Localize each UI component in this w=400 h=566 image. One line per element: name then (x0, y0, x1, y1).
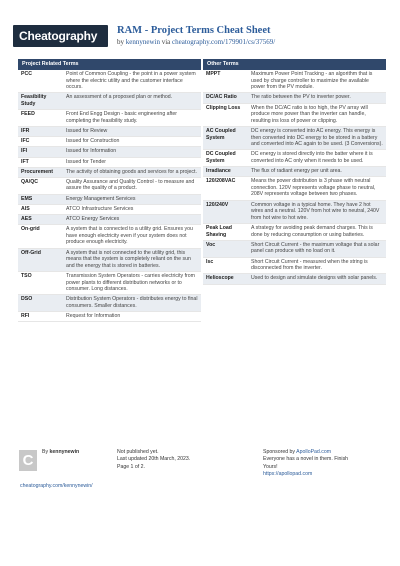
definition-cell: Used to design and simulate designs with solar panels. (248, 274, 386, 284)
footer-publish-info (117, 449, 190, 471)
sponsor-tagline-1: Everyone has a novel in them. Finish (263, 456, 349, 463)
table-row (18, 312, 201, 322)
table-row (18, 295, 201, 312)
project-terms-header: Project Related Terms (18, 59, 201, 70)
term-cell: IFI (18, 147, 63, 157)
table-row (18, 215, 201, 225)
term-cell: IFR (18, 126, 63, 136)
other-terms-box (203, 59, 386, 285)
table-row (18, 110, 201, 127)
term-cell: Isc (203, 257, 248, 274)
footer (18, 448, 388, 518)
definition-cell: Issued for Review (63, 126, 201, 136)
table-row (18, 177, 201, 194)
definition-cell: Maximum Power Point Tracking - an algorithm that is used by charge controller to maximize the available power from the PV module. (248, 70, 386, 93)
table-row (18, 194, 201, 204)
definition-cell: DC energy is stored directly into the batter where it is converted into AC only when it needs to be used. (248, 150, 386, 167)
table-row (203, 126, 386, 149)
publish-status: Not published yet. (117, 449, 159, 455)
definition-cell: The flux of radiant energy per unit area. (248, 167, 386, 177)
table-row (18, 93, 201, 110)
term-cell: AES (18, 215, 63, 225)
sponsor-line (263, 449, 348, 456)
table-row (203, 257, 386, 274)
last-updated: Last updated 20th March, 2023. (117, 456, 191, 463)
term-cell: Clipping Loss (203, 103, 248, 126)
page-number: Page 1 of 2. (117, 463, 145, 470)
term-cell: 120/240V (203, 200, 248, 223)
table-row (203, 167, 386, 177)
table-row (203, 103, 386, 126)
table-row (18, 271, 201, 294)
definition-cell: The ratio between the PV to inverter power. (248, 93, 386, 103)
term-cell: Helioscope (203, 274, 248, 284)
term-cell: MPPT (203, 70, 248, 93)
sponsor-tagline-2: Yours! (263, 463, 278, 470)
table-row (18, 167, 201, 177)
term-cell: DC/AC Ratio (203, 93, 248, 103)
footer-sponsor (263, 449, 348, 479)
definition-cell: Issued for Tender (63, 157, 201, 167)
table-row (203, 200, 386, 223)
definition-cell: When the DC/AC ratio is too high, the PV array will produce more power than the inverter can handle, resulting ins loss of power or clipping. (248, 103, 386, 126)
table-row (18, 225, 201, 248)
term-cell: RFI (18, 312, 63, 322)
table-row (203, 274, 386, 284)
definition-cell: Transmission System Operators - carries electricity from power plants to different distribution networks or to consumer. Long distances. (63, 271, 201, 294)
footer-author-url[interactable]: cheatography.com/kennynewin/ (20, 483, 93, 489)
definition-cell: Point of Common Coupling - the point in a power system where the electric utility and the customer interface occurs. (63, 70, 201, 93)
author-link[interactable]: kennynewin (125, 38, 160, 46)
byline-prefix: by (117, 38, 126, 46)
cheatography-logo[interactable]: Cheatography (13, 25, 108, 47)
term-cell: Off-Grid (18, 248, 63, 271)
byline (117, 38, 275, 46)
term-cell: Voc (203, 240, 248, 257)
term-cell: DSO (18, 295, 63, 312)
term-cell: IFC (18, 137, 63, 147)
definition-cell: ATCO Energy Services (63, 215, 201, 225)
definition-cell: An assessment of a proposed plan or method. (63, 93, 201, 110)
term-cell: AC Coupled System (203, 126, 248, 149)
definition-cell: Request for Information (63, 312, 201, 322)
table-row (203, 224, 386, 241)
definition-cell: Common voltage in a typical home. They have 2 hot wires and a neutral. 120V from hot wire to neutral, 240V from hot wire to hot wire. (248, 200, 386, 223)
term-cell: IFT (18, 157, 63, 167)
definition-cell: A system that is not connected to the utility grid, this means that the system is completely reliant on the sun and the energy that is stored in batteries. (63, 248, 201, 271)
definition-cell: ATCO Infrastructure Services (63, 204, 201, 214)
term-cell: TSO (18, 271, 63, 294)
term-cell: Feasibility Study (18, 93, 63, 110)
term-cell: PCC (18, 70, 63, 93)
sponsor-url[interactable]: https://apollopad.com (263, 471, 313, 478)
definition-cell: A strategy for avoiding peak demand charges. This is done by reducing consumption or using batteries. (248, 224, 386, 241)
term-cell: Peak Load Shaving (203, 224, 248, 241)
page-title: RAM - Project Terms Cheat Sheet (117, 25, 271, 36)
definition-cell: Issued for Information (63, 147, 201, 157)
term-cell: Irradiance (203, 167, 248, 177)
definition-cell: Short Circuit Current - measured when the string is disconnected from the inverter. (248, 257, 386, 274)
term-cell: QA/QC (18, 177, 63, 194)
definition-cell: A system that is connected to a utility grid. Ensures you have enough electricity even if your system does not produce enough electricity. (63, 225, 201, 248)
project-terms-table (18, 70, 201, 322)
sponsor-link[interactable]: ApolloPad.com (296, 449, 332, 455)
table-row (203, 70, 386, 93)
other-terms-header: Other Terms (203, 59, 386, 70)
definition-cell: Front End Engg Design - basic engineering after completing the feasibility study. (63, 110, 201, 127)
table-row (18, 204, 201, 214)
term-cell: EMS (18, 194, 63, 204)
term-cell: 120/208VAC (203, 177, 248, 200)
footer-author-name[interactable]: kennynewin (49, 449, 80, 455)
table-row (18, 137, 201, 147)
definition-cell: Means the power distribution is 3 phase with neutral connection. 120V represents voltage phase to neutral, 208V represents voltage between two phases. (248, 177, 386, 200)
definition-cell: Quality Assurance and Quality Control - to measure and assure the quality of a product. (63, 177, 201, 194)
project-terms-box (18, 59, 201, 322)
table-row (18, 157, 201, 167)
byline-via: via (159, 38, 173, 46)
term-cell: FEED (18, 110, 63, 127)
table-row (18, 126, 201, 136)
term-cell: Procurement (18, 167, 63, 177)
definition-cell: Energy Management Services (63, 194, 201, 204)
table-row (18, 147, 201, 157)
term-cell: DC Coupled System (203, 150, 248, 167)
sheet-link[interactable]: cheatography.com/179901/cs/37569/ (172, 38, 276, 46)
term-cell: AIS (18, 204, 63, 214)
table-row (18, 70, 201, 93)
definition-cell: Distribution System Operators - distributes energy to final consumers. Smaller distances. (63, 295, 201, 312)
footer-author (42, 449, 79, 456)
sponsor-prefix: Sponsored by (263, 449, 297, 455)
table-row (203, 177, 386, 200)
table-row (203, 150, 386, 167)
author-avatar: C (19, 450, 37, 471)
definition-cell: Issued for Construction (63, 137, 201, 147)
definition-cell: DC energy is converted into AC energy. This energy is then converted into DC energy to be stored in a battery and converted into AC again to be used. (3 Conversions). (248, 126, 386, 149)
table-row (18, 248, 201, 271)
table-row (203, 93, 386, 103)
footer-by-label: By (42, 449, 50, 455)
definition-cell: Short Circuit Current - the maximum voltage that a solar panel can produce with no load on it. (248, 240, 386, 257)
table-row (203, 240, 386, 257)
term-cell: On-grid (18, 225, 63, 248)
definition-cell: The activity of obtaining goods and services for a project. (63, 167, 201, 177)
other-terms-table (203, 70, 386, 285)
